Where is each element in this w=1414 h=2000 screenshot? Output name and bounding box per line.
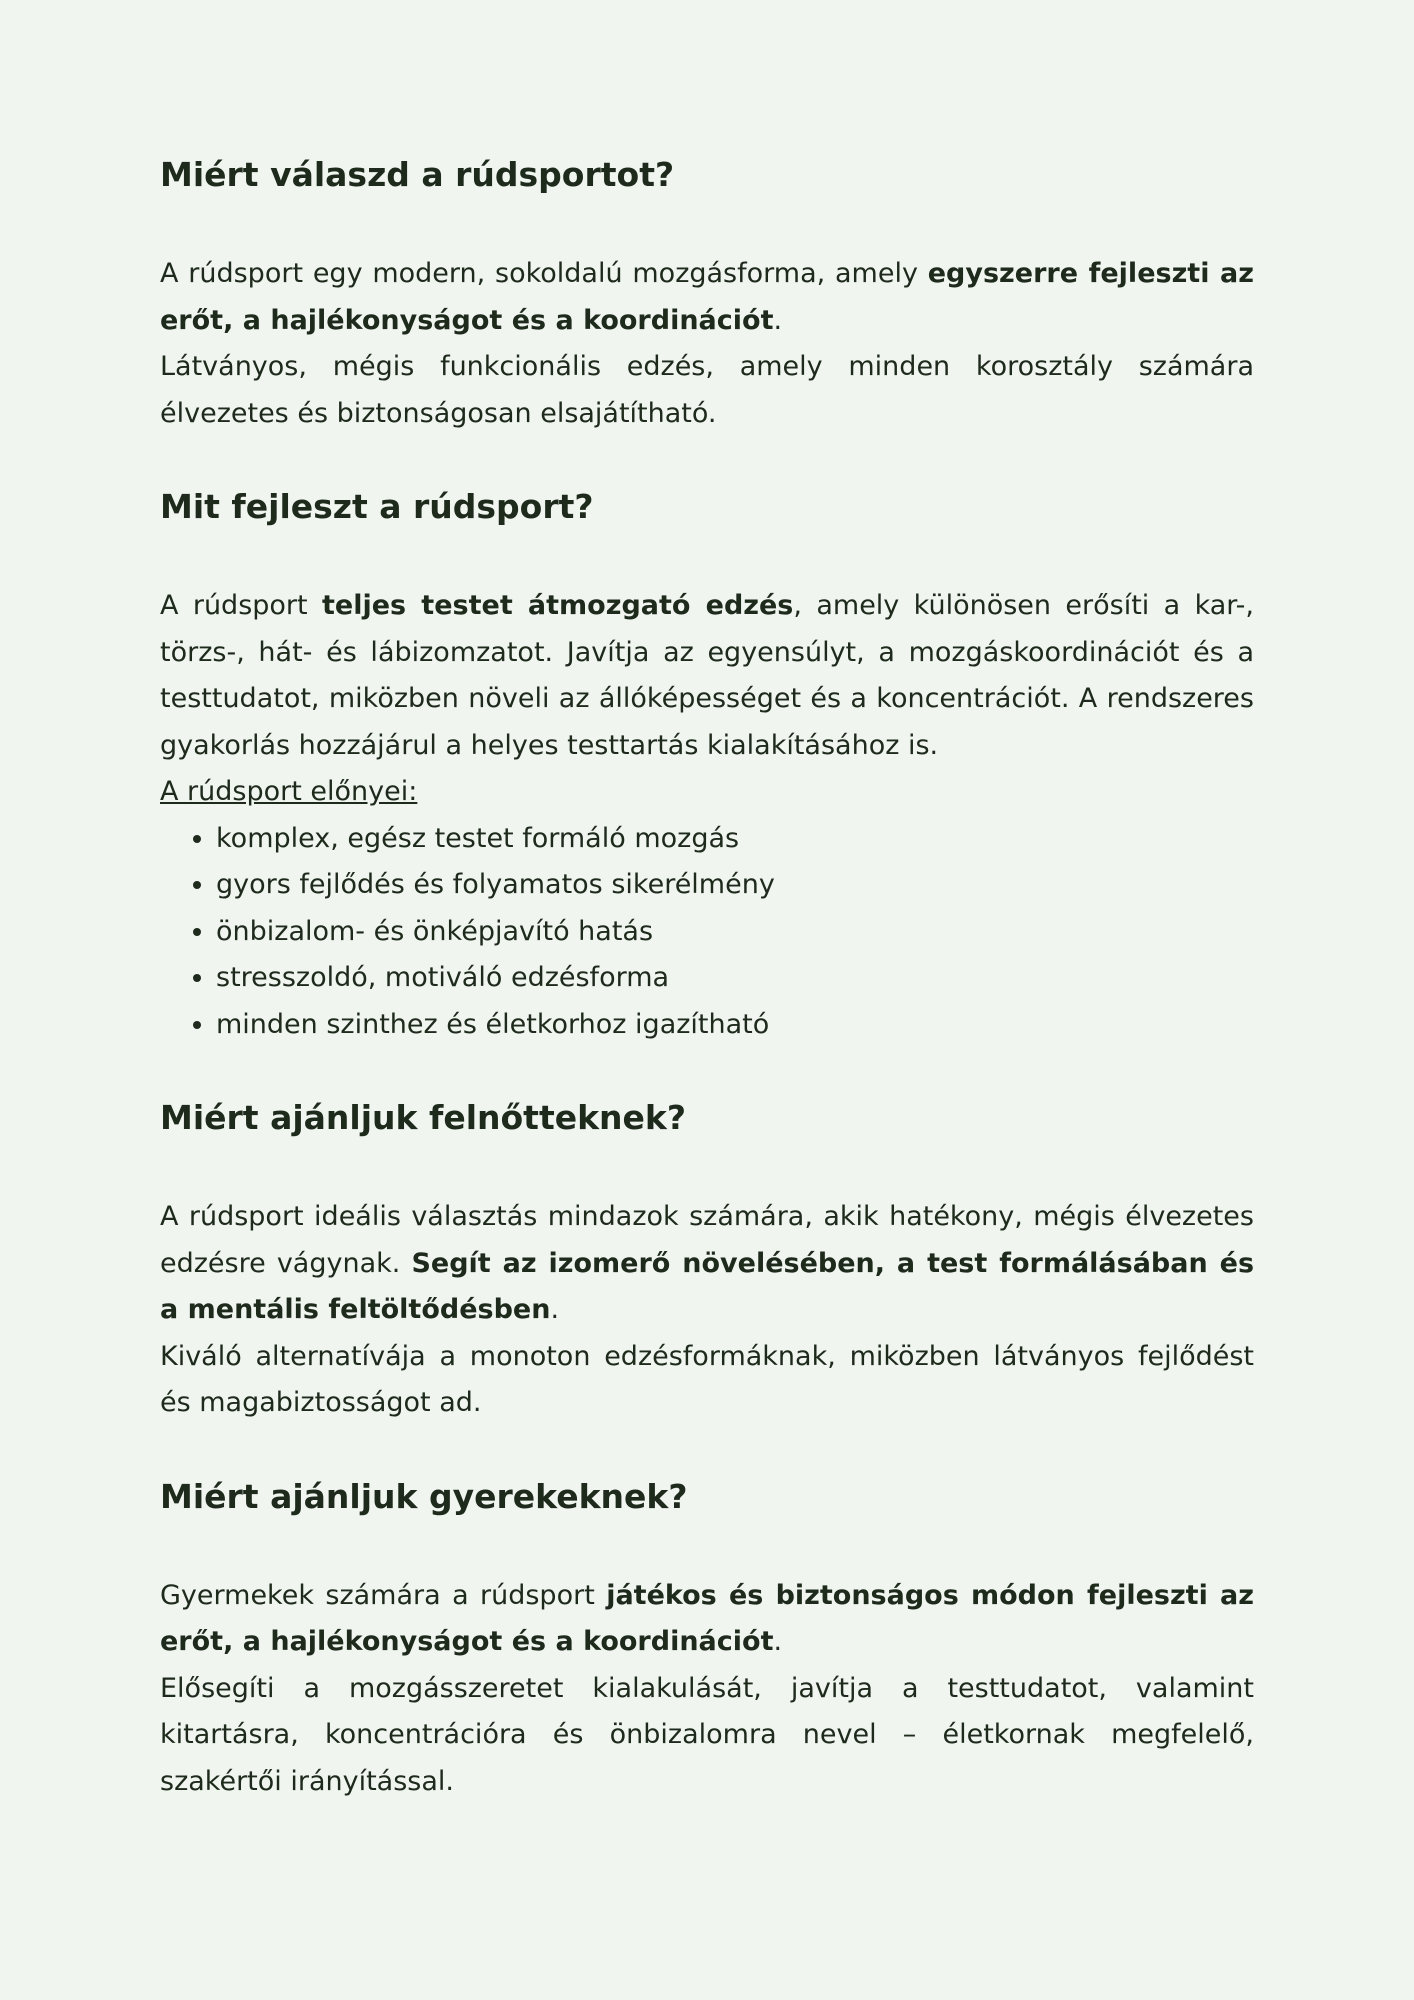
- list-item: • stresszoldó, motiváló edzésforma: [216, 955, 1254, 1002]
- section-why-pole: [160, 152, 1254, 437]
- section-heading: Miért válaszd a rúdsportot?: [160, 155, 675, 194]
- section-body: [160, 1573, 1254, 1806]
- list-item: • minden szinthez és életkorhoz igazítható: [216, 1002, 1254, 1049]
- list-item: • önbizalom- és önképjavító hatás: [216, 909, 1254, 956]
- section-heading: Miért ajánljuk felnőtteknek?: [160, 1098, 687, 1137]
- document-page: [160, 152, 1254, 1852]
- list-item: • gyors fejlődés és folyamatos sikerélmény: [216, 862, 1254, 909]
- section-adults: [160, 1095, 1254, 1427]
- list-title: A rúdsport előnyei:: [160, 776, 418, 807]
- text: .: [550, 1294, 560, 1325]
- list-item: • komplex, egész testet formáló mozgás: [216, 816, 1254, 863]
- section-heading: Mit fejleszt a rúdsport?: [160, 487, 594, 526]
- text: A rúdsport: [160, 590, 322, 621]
- text: A rúdsport ideális választás mindazok számára, akik hatékony, mégis élvezetes edzésre vágynak.: [160, 1201, 1254, 1279]
- paragraph: Elősegíti a mozgásszeretet kialakulását, javítja a testtudatot, valamint kitartásra, koncentrációra és önbizalomra nevel – életkornak megfelelő, szakértői irányítással.: [160, 1672, 1254, 1797]
- section-heading: Miért ajánljuk gyerekeknek?: [160, 1476, 688, 1516]
- section-body: [160, 583, 1254, 1048]
- text: Gyermekek számára a rúdsport: [160, 1579, 607, 1611]
- text: , amely különösen erősíti a kar-, törzs-, hát- és lábizomzatot. Javítja az egyensúlyt, a mozgáskoordinációt és a testtudatot, miközben növeli az állóképességet és a koncentrációt. A rendszeres gyakorlás hozzájárul a helyes testtartás kialakításához is.: [160, 590, 1254, 761]
- bold-text: egyszerre fejleszti az erőt, a hajlékonyságot és a koordinációt: [160, 258, 1254, 336]
- section-what-develops: [160, 484, 1254, 1048]
- section-children: [160, 1474, 1254, 1806]
- paragraph: Látványos, mégis funkcionális edzés, amely minden korosztály számára élvezetes és biztonságosan elsajátítható.: [160, 351, 1254, 429]
- section-body: [160, 1194, 1254, 1427]
- text: .: [773, 1626, 783, 1657]
- bold-text: játékos és biztonságos módon fejleszti az erőt, a hajlékonyságot és a koordinációt: [160, 1579, 1254, 1657]
- paragraph: Kiváló alternatívája a monoton edzésformáknak, miközben látványos fejlődést és magabiztosságot ad.: [160, 1340, 1254, 1418]
- benefits-list: [160, 816, 1254, 1049]
- text: .: [773, 304, 783, 336]
- bold-text: teljes testet átmozgató edzés: [322, 590, 794, 621]
- text: A rúdsport egy modern, sokoldalú mozgásforma, amely: [160, 258, 928, 289]
- section-body: [160, 251, 1254, 437]
- bold-text: Segít az izomerő növelésében, a test formálásában és a mentális feltöltődésben: [160, 1247, 1255, 1325]
